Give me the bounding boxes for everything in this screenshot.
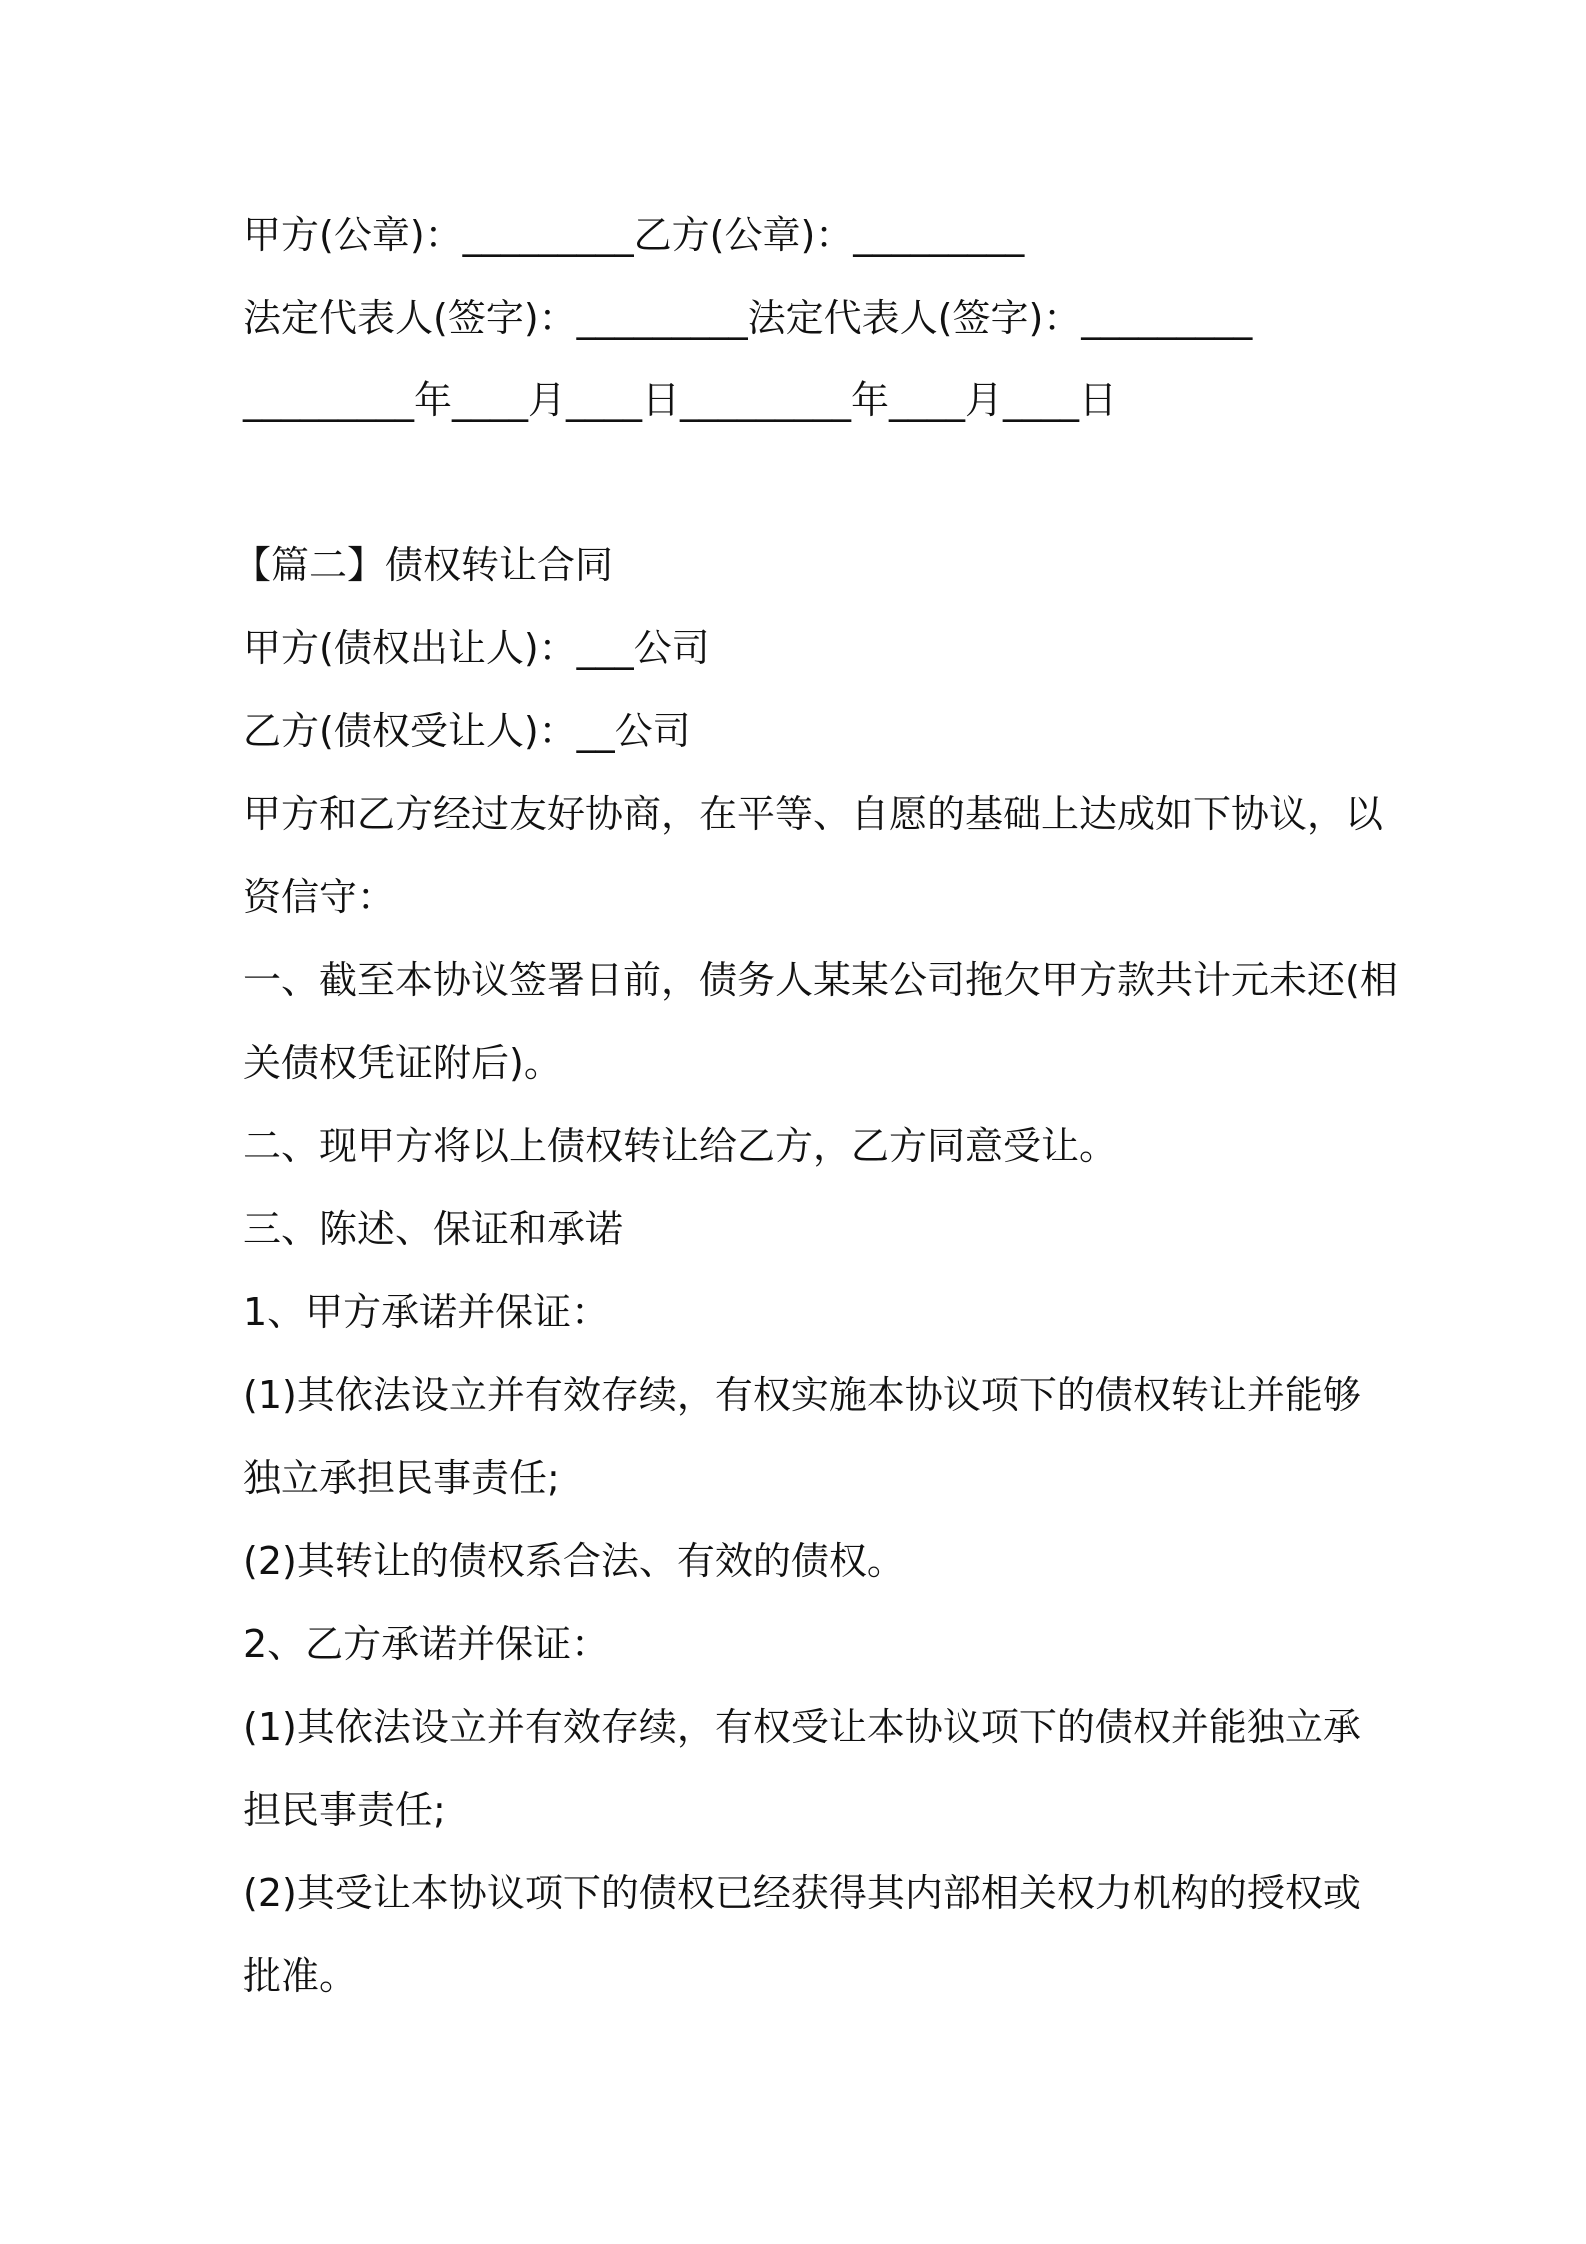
paragraph-line: 关债权凭证附后)。 [243,1041,562,1085]
paragraph-line: (2)其受让本协议项下的债权已经获得其内部相关权力机构的授权或 [243,1871,1361,1915]
paragraph-line: 1、甲方承诺并保证： [243,1290,610,1334]
signature-seal-line: 甲方(公章)：_________乙方(公章)：_________ [243,213,1025,257]
paragraph-line: 三、陈述、保证和承诺 [243,1207,624,1251]
paragraph-line: (1)其依法设立并有效存续，有权实施本协议项下的债权转让并能够 [243,1373,1361,1417]
paragraph-line: (2)其转让的债权系合法、有效的债权。 [243,1539,905,1583]
paragraph-line: 2、乙方承诺并保证： [243,1622,610,1666]
paragraph-line: 独立承担民事责任; [243,1456,560,1500]
paragraph-line: 乙方(债权受让人)：__公司 [243,709,691,753]
paragraph-line: (1)其依法设立并有效存续，有权受让本协议项下的债权并能独立承 [243,1705,1361,1749]
paragraph-line: 甲方和乙方经过友好协商，在平等、自愿的基础上达成如下协议，以 [243,792,1384,836]
paragraph-line: 一、截至本协议签署日前，债务人某某公司拖欠甲方款共计元未还(相 [243,958,1398,1002]
paragraph-line: 担民事责任; [243,1788,446,1832]
signature-legal-rep-line: 法定代表人(签字)：_________法定代表人(签字)：_________ [243,296,1253,340]
signature-date-line: _________年____月____日_________年____月____日 [243,378,1118,422]
paragraph-line: 批准。 [243,1954,358,1998]
section-title: 【篇二】债权转让合同 [233,543,614,587]
paragraph-line: 资信守： [243,875,396,919]
paragraph-line: 二、现甲方将以上债权转让给乙方，乙方同意受让。 [243,1124,1118,1168]
paragraph-line: 甲方(债权出让人)：___公司 [243,626,710,670]
